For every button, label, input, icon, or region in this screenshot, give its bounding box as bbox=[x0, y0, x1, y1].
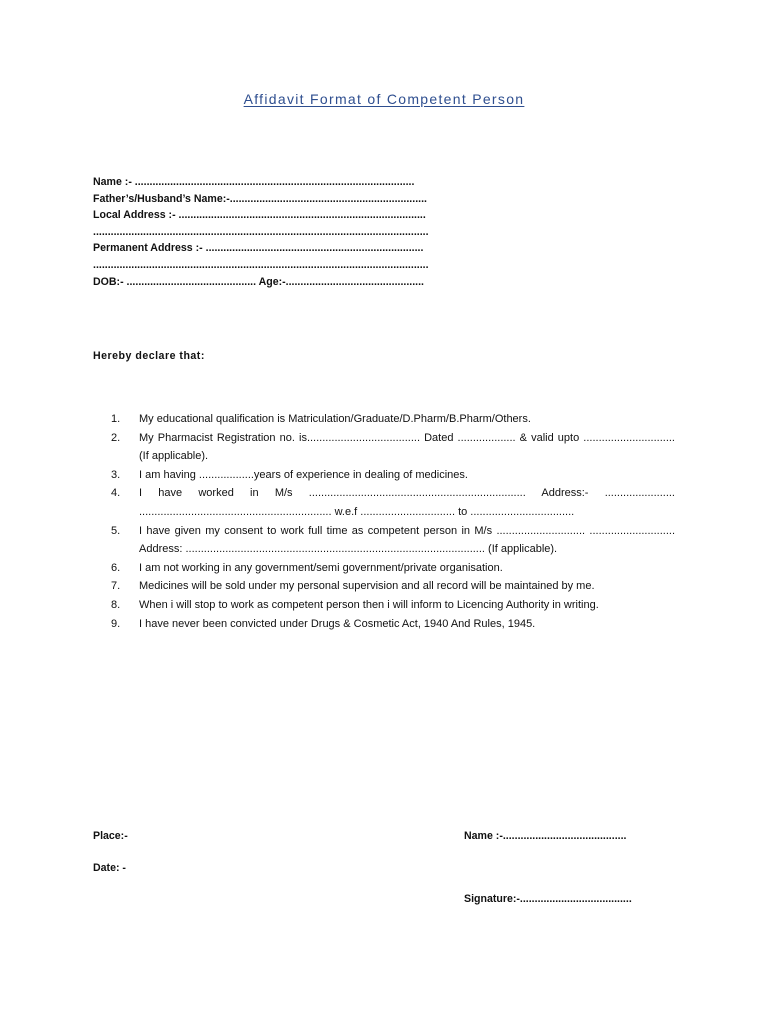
list-item bbox=[111, 429, 675, 466]
list-item-text: Medicines will be sold under my personal supervision and all record will be maintained by me. bbox=[139, 580, 595, 593]
date-label: Date: - bbox=[93, 862, 126, 874]
field-local-address-continued: .................................................................................................................. bbox=[93, 225, 429, 238]
signature-label: Signature:-...................................... bbox=[464, 893, 632, 905]
list-item-text: My educational qualification is Matriculation/Graduate/D.Pharm/B.Pharm/Others. bbox=[139, 413, 531, 425]
list-item-number: 4. bbox=[111, 487, 121, 500]
list-item-text: I have worked in M/s ....................................................................... Address:- ....................... ............................................................... w.e.f ............................... to .................................. bbox=[139, 487, 675, 518]
list-item-number: 1. bbox=[111, 413, 121, 425]
field-local-address: Local Address :- .................................................................................... bbox=[93, 209, 426, 222]
list-item bbox=[111, 466, 675, 485]
field-permanent-address-continued: .................................................................................................................. bbox=[93, 258, 429, 271]
declaration-heading: Hereby declare that: bbox=[93, 350, 205, 362]
list-item bbox=[111, 577, 675, 596]
list-item-number: 6. bbox=[111, 561, 121, 574]
document-title bbox=[0, 91, 768, 107]
list-item bbox=[111, 522, 675, 559]
list-item-number: 9. bbox=[111, 617, 121, 630]
list-item bbox=[111, 410, 675, 429]
personal-details-section bbox=[93, 174, 523, 290]
field-fathers-husbands-name: Father’s/Husband’s Name:-................................................................... bbox=[93, 192, 427, 205]
list-item bbox=[111, 559, 675, 578]
declaration-list bbox=[111, 410, 675, 633]
document-title-text: Affidavit Format of Competent Person bbox=[243, 91, 525, 107]
list-item-number: 8. bbox=[111, 598, 121, 611]
field-name: Name :- ............................................................................................... bbox=[93, 176, 415, 188]
signatory-name-label: Name :-.......................................... bbox=[464, 830, 627, 842]
field-dob-age: DOB:- ............................................ Age:-............................................... bbox=[93, 275, 424, 288]
list-item-text: My Pharmacist Registration no. is..................................... Dated ................... & valid upto .............................. (If applicable). bbox=[139, 431, 675, 463]
list-item-number: 5. bbox=[111, 524, 121, 537]
list-item-number: 7. bbox=[111, 580, 121, 593]
list-item-number: 3. bbox=[111, 468, 121, 481]
field-permanent-address: Permanent Address :- .......................................................................... bbox=[93, 242, 424, 255]
list-item-text: When i will stop to work as competent person then i will inform to Licencing Authority in writing. bbox=[139, 598, 599, 611]
list-item-text: I have given my consent to work full time as competent person in M/s ............................. ............................ Address: .................................................................................................. (If applicable). bbox=[139, 524, 675, 556]
list-item bbox=[111, 596, 675, 615]
list-item bbox=[111, 615, 675, 634]
list-item bbox=[111, 484, 675, 521]
list-item-text: I have never been convicted under Drugs & Cosmetic Act, 1940 And Rules, 1945. bbox=[139, 617, 536, 630]
list-item-text: I am not working in any government/semi government/private organisation. bbox=[139, 561, 503, 574]
list-item-number: 2. bbox=[111, 431, 121, 444]
place-label: Place:- bbox=[93, 830, 128, 842]
list-item-text: I am having ..................years of experience in dealing of medicines. bbox=[139, 468, 468, 481]
